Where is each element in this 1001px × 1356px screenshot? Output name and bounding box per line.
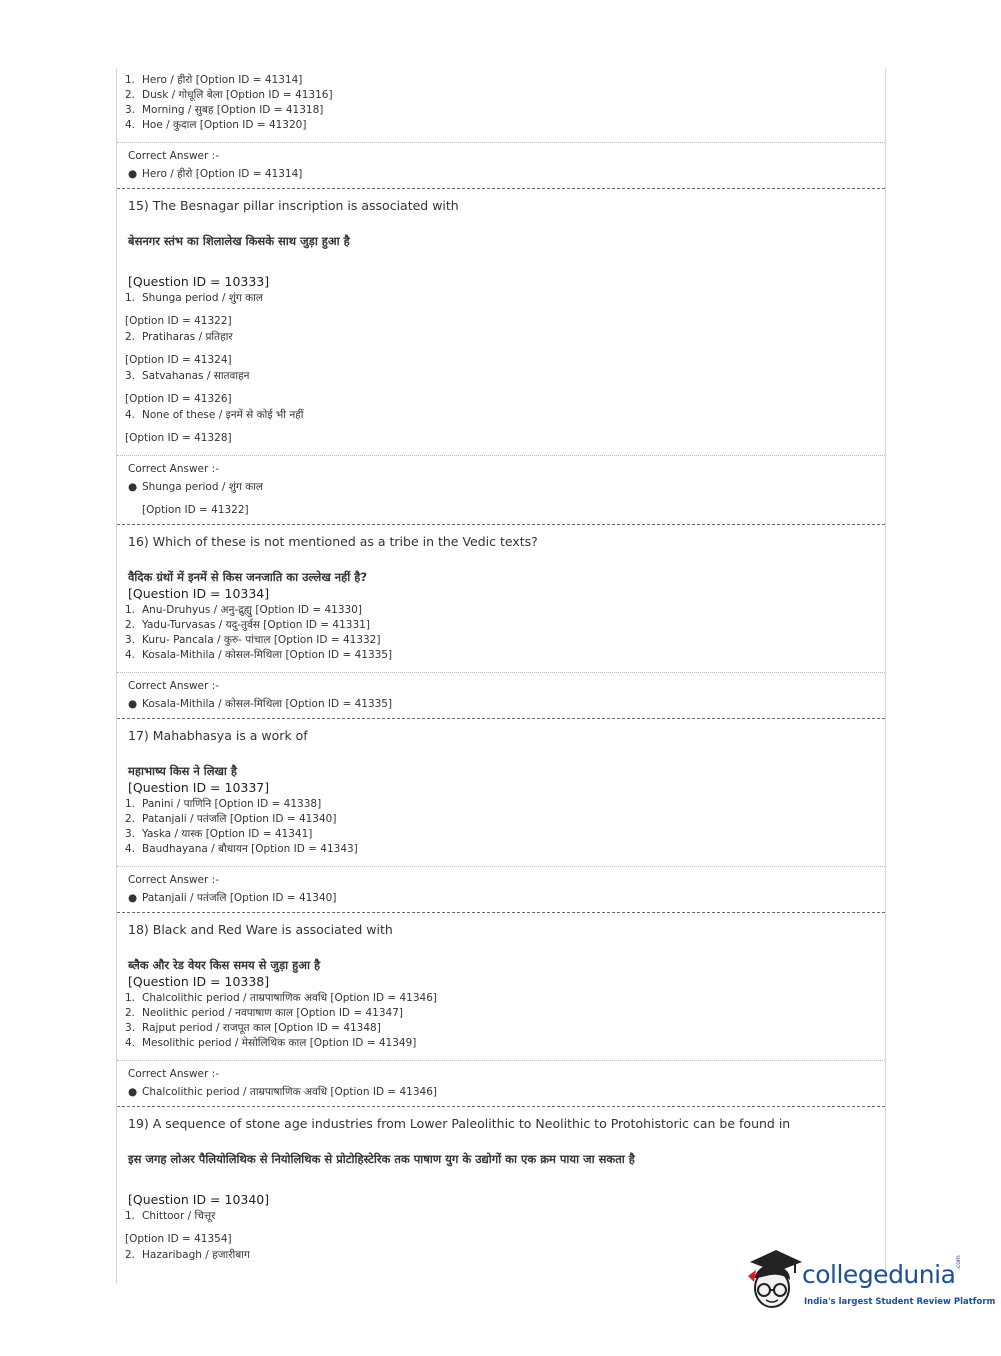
question-id: [Question ID = 10334] <box>128 586 270 601</box>
bullet-icon: ● <box>128 892 138 904</box>
correct-answer-option-id: [Option ID = 41322] <box>142 504 249 516</box>
option-row: 2. Hazaribagh / हजारीबाग <box>125 1249 250 1261</box>
collegedunia-logo <box>742 1248 996 1316</box>
question-18 <box>117 913 885 1051</box>
correct-answer-label: Correct Answer :- <box>128 680 219 692</box>
brand-name: collegedunia <box>802 1260 956 1289</box>
option-row: 3. Yaska / यास्क [Option ID = 41341] <box>125 828 313 840</box>
question-title: 17) Mahabhasya is a work of <box>128 728 308 743</box>
option-row: 4. None of these / इनमें से कोई भी नहीं <box>125 409 304 421</box>
question-title: 19) A sequence of stone age industries from Lower Paleolithic to Neolithic to Protohistoric can be found in <box>128 1116 791 1131</box>
option-row: 1. Panini / पाणिनि [Option ID = 41338] <box>125 798 322 810</box>
option-row: 2. Pratiharas / प्रतिहार <box>125 331 233 343</box>
option-id: [Option ID = 41354] <box>125 1233 232 1245</box>
question-hindi: वैदिक ग्रंथों में इनमें से किस जनजाति का उल्लेख नहीं है? <box>128 570 368 584</box>
option-row: 4. Baudhayana / बौधायन [Option ID = 41343] <box>125 843 358 855</box>
option-id: [Option ID = 41326] <box>125 393 232 405</box>
q14-options <box>117 68 885 133</box>
correct-answer-label: Correct Answer :- <box>128 463 219 475</box>
question-id: [Question ID = 10333] <box>128 274 270 289</box>
question-title: 18) Black and Red Ware is associated with <box>128 922 393 937</box>
option-id: [Option ID = 41324] <box>125 354 232 366</box>
brand-domain: .com <box>955 1255 962 1270</box>
q15-options <box>125 291 885 446</box>
option-id: [Option ID = 41328] <box>125 432 232 444</box>
question-id: [Question ID = 10340] <box>128 1192 270 1207</box>
q17-options <box>125 797 885 857</box>
option-id: [Option ID = 41322] <box>125 315 232 327</box>
option-row: 1. Anu-Druhyus / अनु-द्रुह्यु [Option ID = 41330] <box>125 604 362 616</box>
question-hindi: इस जगह लोअर पैलियोलिथिक से नियोलिथिक से प्रोटोहिस्टेरिक तक पाषाण युग के उद्योगों का एक क्रम पाया जा सकता है <box>128 1152 635 1166</box>
correct-answer-value: ● Patanjali / पतंजलि [Option ID = 41340] <box>128 892 337 904</box>
question-title: 15) The Besnagar pillar inscription is associated with <box>128 198 459 213</box>
question-17 <box>117 719 885 857</box>
question-hindi: ब्लैक और रेड वेयर किस समय से जुड़ा हुआ है <box>128 958 321 972</box>
option-row: 3. Rajput period / राजपूत काल [Option ID = 41348] <box>125 1022 381 1034</box>
q18-correct-answer <box>117 1061 885 1100</box>
question-id: [Question ID = 10337] <box>128 780 270 795</box>
q18-options <box>125 991 885 1051</box>
question-hindi: बेसनगर स्तंभ का शिलालेख किसके साथ जुड़ा हुआ है <box>128 234 350 248</box>
question-19 <box>117 1107 885 1263</box>
mascot-icon <box>742 1248 804 1316</box>
question-paper-page <box>116 68 886 1284</box>
option-row: 3. Kuru- Pancala / कुरु- पांचाल [Option ID = 41332] <box>125 634 381 646</box>
option-row: 1. Chittoor / चित्तूर <box>125 1210 216 1222</box>
correct-answer-label: Correct Answer :- <box>128 874 219 886</box>
option-row: 4. Mesolithic period / मेसोलिथिक काल [Option ID = 41349] <box>125 1037 417 1049</box>
brand-tagline: India's largest Student Review Platform <box>804 1297 996 1307</box>
question-15 <box>117 189 885 446</box>
q17-correct-answer <box>117 867 885 906</box>
q16-correct-answer <box>117 673 885 712</box>
question-title: 16) Which of these is not mentioned as a tribe in the Vedic texts? <box>128 534 538 549</box>
q16-options <box>125 603 885 663</box>
question-id: [Question ID = 10338] <box>128 974 270 989</box>
option-row: 4. Hoe / कुदाल [Option ID = 41320] <box>125 119 307 131</box>
option-row: 1. Hero / हीरो [Option ID = 41314] <box>125 74 303 86</box>
option-row: 3. Satvahanas / सातवाहन <box>125 370 250 382</box>
correct-answer-value: ● Hero / हीरो [Option ID = 41314] <box>128 168 303 180</box>
option-row: 1. Chalcolithic period / ताम्रपाषाणिक अवधि [Option ID = 41346] <box>125 992 438 1004</box>
q14-correct-answer <box>117 143 885 182</box>
option-row: 2. Patanjali / पतंजलि [Option ID = 41340] <box>125 813 337 825</box>
correct-answer-label: Correct Answer :- <box>128 150 219 162</box>
option-row: 2. Neolithic period / नवपाषाण काल [Option ID = 41347] <box>125 1007 403 1019</box>
q15-correct-answer <box>117 456 885 518</box>
question-hindi: महाभाष्य किस ने लिखा है <box>128 764 238 778</box>
correct-answer-value: ● Kosala-Mithila / कोसल-मिथिला [Option ID = 41335] <box>128 698 393 710</box>
option-row: 3. Morning / सुबह [Option ID = 41318] <box>125 104 324 116</box>
question-16 <box>117 525 885 663</box>
correct-answer-value: ● Shunga period / शुंग काल <box>128 481 264 493</box>
correct-answer-value: ● Chalcolithic period / ताम्रपाषाणिक अवधि [Option ID = 41346] <box>128 1086 438 1098</box>
bullet-icon: ● <box>128 698 138 710</box>
bullet-icon: ● <box>128 481 138 493</box>
option-row: 2. Yadu-Turvasas / यदु-तुर्वस [Option ID = 41331] <box>125 619 370 631</box>
correct-answer-label: Correct Answer :- <box>128 1068 219 1080</box>
option-row: 1. Shunga period / शुंग काल <box>125 292 264 304</box>
option-row: 4. Kosala-Mithila / कोसल-मिथिला [Option ID = 41335] <box>125 649 393 661</box>
bullet-icon: ● <box>128 1086 138 1098</box>
option-row: 2. Dusk / गोधूलि बेला [Option ID = 41316] <box>125 89 333 101</box>
bullet-icon: ● <box>128 168 138 180</box>
